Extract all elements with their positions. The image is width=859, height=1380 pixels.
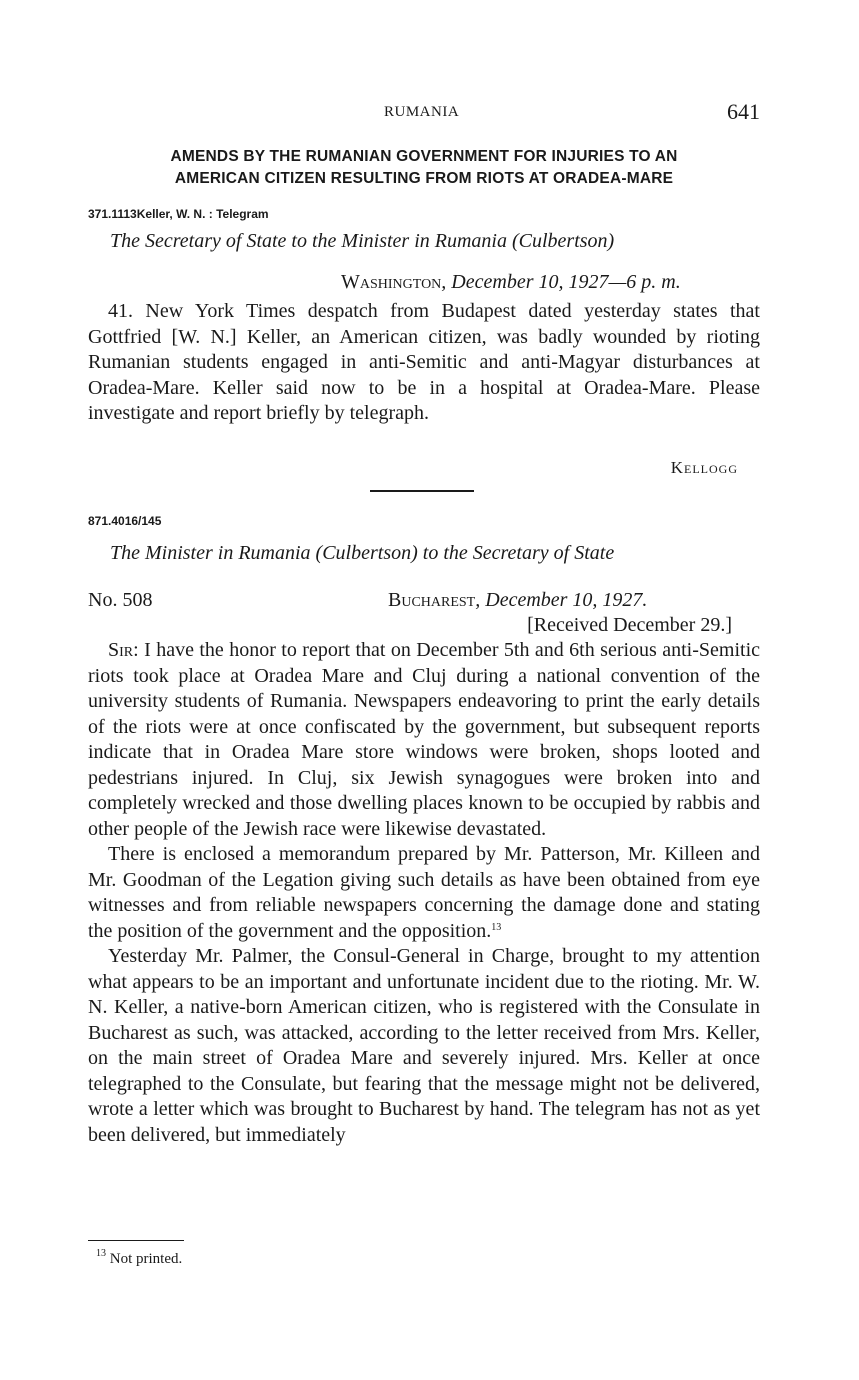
doc2-dateline-place: Bucharest	[388, 589, 476, 611]
doc1-dateline-place: Washington	[341, 271, 442, 293]
doc2-dateline	[388, 589, 647, 612]
file-reference-1: 371.1113Keller, W. N. : Telegram	[88, 207, 269, 221]
footnote-marker: 13	[96, 1248, 106, 1259]
title-line-2: AMERICAN CITIZEN RESULTING FROM RIOTS AT ORADEA-MARE	[174, 170, 674, 187]
footnote-rule	[88, 1240, 184, 1241]
doc2-paragraph-2	[88, 842, 760, 944]
doc2-paragraph-1-text: : I have the honor to report that on December 5th and 6th serious anti-Semitic riots took place at Oradea Mare and Cluj during a national convention of the university students of Rumania. Newspapers endeavoring to print the early details of the riots were at once confiscated by the government, but subsequent reports indicate that in Oradea Mare store windows were broken, shops looted and pedestrians injured. In Cluj, six Jewish synagogues were broken into and completely wrecked and those dwelling places known to be occupied by rabbis and other people of the Jewish race were likewise devastated.	[88, 639, 760, 840]
doc2-paragraph-2-text: There is enclosed a memorandum prepared by Mr. Patterson, Mr. Killeen and Mr. Goodman of the Legation giving such details as have been obtained from eye witnesses and from reliable newspapers concerning the damage done and stating the position of the government and the opposition.	[88, 843, 760, 942]
salutation: Sir	[108, 639, 134, 661]
file-reference-2: 871.4016/145	[88, 514, 162, 528]
footnote-text: Not printed.	[106, 1251, 183, 1267]
footnote	[96, 1248, 183, 1268]
section-divider	[370, 490, 474, 492]
doc1-body	[88, 299, 760, 427]
running-header: RUMANIA	[384, 104, 460, 120]
document-page	[88, 0, 760, 1380]
doc2-received: [Received December 29.]	[527, 614, 732, 636]
doc1-heading: The Secretary of State to the Minister in Rumania (Culbertson)	[110, 230, 615, 252]
doc1-dateline-date: , December 10, 1927—6 p. m.	[441, 271, 681, 293]
doc1-dateline	[341, 271, 681, 294]
doc2-heading: The Minister in Rumania (Culbertson) to the Secretary of State	[110, 542, 615, 564]
doc2-number: No. 508	[88, 589, 153, 611]
document-title	[88, 146, 760, 190]
doc1-paragraph: 41. New York Times despatch from Budapest dated yesterday states that Gottfried [W. N.] Keller, an American citizen, was badly wounded by rioting Rumanian students engaged in anti-Semitic and anti-Magyar disturbances at Oradea-Mare. Keller said now to be in a hospital at Oradea-Mare. Please investigate and report briefly by telegraph.	[88, 300, 760, 424]
title-line-1: AMENDS BY THE RUMANIAN GOVERNMENT FOR INJURIES TO AN	[170, 148, 678, 165]
footnote-reference: 13	[491, 921, 502, 933]
doc2-dateline-date: , December 10, 1927.	[475, 589, 648, 611]
doc1-signature: Kellogg	[670, 458, 738, 477]
doc2-paragraph-1	[88, 638, 760, 842]
doc2-body	[88, 638, 760, 1148]
doc2-paragraph-3: Yesterday Mr. Palmer, the Consul-General in Charge, brought to my attention what appears to be an important and unfortunate incident due to the rioting. Mr. W. N. Keller, a native-born American citizen, who is registered with the Consulate in Bucharest as such, was attacked, according to the letter received from Mrs. Keller, on the main street of Oradea Mare and severely injured. Mrs. Keller at once telegraphed to the Consulate, but fearing that the message might not be delivered, wrote a letter which was brought to Bucharest by hand. The telegram has not as yet been delivered, but immediately	[88, 945, 760, 1146]
page-number: 641	[727, 99, 760, 124]
